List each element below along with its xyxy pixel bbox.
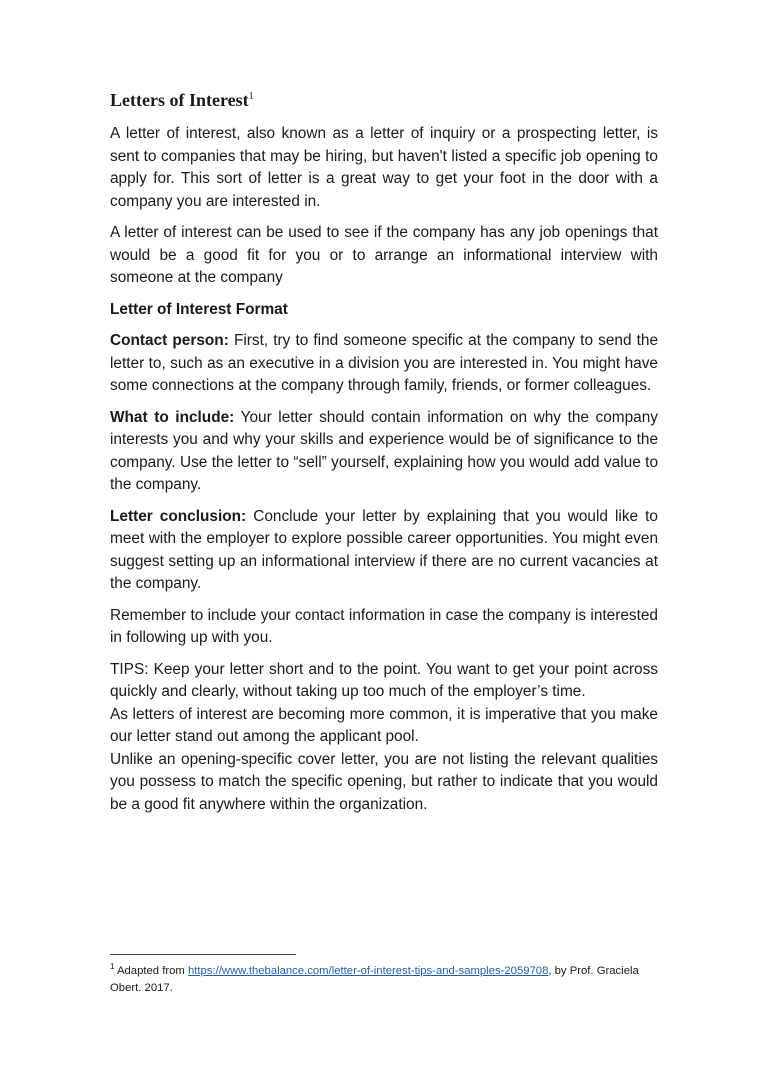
format-heading-text: Letter of Interest Format xyxy=(110,300,288,318)
footnote-separator xyxy=(110,954,296,955)
intro-paragraph-2: A letter of interest can be used to see if the company has any job openings that would be a good fit for you or to arrange an informational interview with someone at the company xyxy=(110,224,658,286)
tips-unlike-paragraph: Unlike an opening-specific cover letter, you are not listing the relevant qualities you possess to match the specific opening, but rather to indicate that you would be a good fit anywhere within the organization. xyxy=(110,750,658,813)
section-label: Letter conclusion: xyxy=(110,507,247,525)
document-title xyxy=(110,88,658,112)
section-text: Conclude your letter by explaining that you would like to meet with the employer to explore possible career opportunities. You might even suggest setting up an informational interview if there are no current vacancies at the company. xyxy=(110,507,658,592)
remember-paragraph: Remember to include your contact information in case the company is interested in following up with you. xyxy=(110,606,658,646)
footnote xyxy=(110,963,658,997)
section-text: First, try to find someone specific at the company to send the letter to, such as an executive in a division you are interested in. You might have some connections at the company through family, friends, or former colleagues. xyxy=(110,332,659,394)
format-heading xyxy=(110,299,658,322)
footnote-prefix: Adapted from xyxy=(114,965,188,977)
footnote-marker: 1 xyxy=(110,962,115,972)
section-contact-person xyxy=(110,330,658,398)
footnote-suffix: , by Prof. Graciela Obert. 2017. xyxy=(110,965,639,994)
footnote-source-link[interactable]: https://www.thebalance.com/letter-of-interest-tips-and-samples-2059708 xyxy=(187,965,549,977)
section-letter-conclusion xyxy=(110,506,658,596)
section-label: What to include: xyxy=(110,408,235,426)
document-body xyxy=(110,88,658,816)
tips-standout-paragraph: As letters of interest are becoming more common, it is imperative that you make our letter stand out among the applicant pool. xyxy=(110,705,658,745)
section-label: Contact person: xyxy=(110,332,229,349)
section-what-to-include xyxy=(110,407,658,497)
title-footnote-ref: 1 xyxy=(248,91,254,102)
intro-paragraph-1: A letter of interest, also known as a letter of inquiry or a prospecting letter, is sent to companies that may be hiring, but haven't listed a specific job opening to apply for. This sort of letter is a great way to get your foot in the door with a company you are interested in. xyxy=(110,125,658,210)
section-text: Your letter should contain information on why the company interests you and why your skills and experience would be of significance to the company. Use the letter to “sell” yourself, explaining how you would add value to the company. xyxy=(110,408,658,493)
title-text: Letters of Interest xyxy=(110,90,249,110)
tips-paragraph: TIPS: Keep your letter short and to the point. You want to get your point across quickly and clearly, without taking up too much of the employer’s time. xyxy=(110,660,658,700)
